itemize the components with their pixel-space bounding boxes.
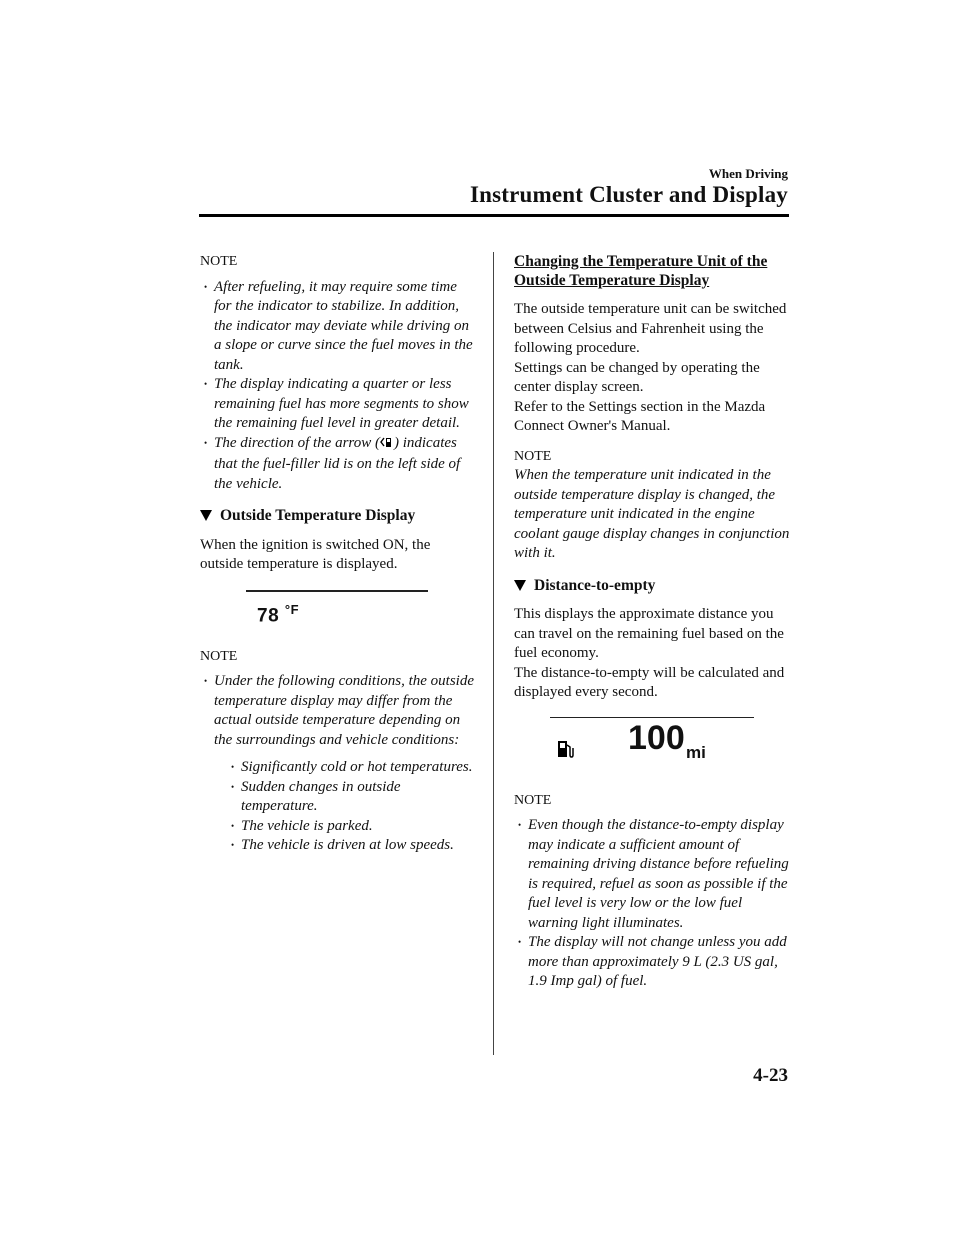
note-list [514, 816, 790, 992]
dte-text: The distance-to-empty will be calculated and displayed every second. [514, 664, 785, 700]
running-head: When Driving [708, 166, 788, 181]
sub-item: • The vehicle is driven at low speeds. [228, 836, 476, 856]
sub-item: • Sudden changes in outside temperature. [228, 778, 476, 817]
note-list [200, 278, 476, 495]
sub-list [228, 758, 476, 856]
temperature-display-figure [200, 587, 476, 639]
header-rule [199, 214, 789, 217]
left-column [200, 252, 476, 856]
sub-item: • The vehicle is parked. [228, 817, 476, 837]
dte-heading: Distance-to-empty [514, 576, 790, 596]
change-unit-text: Settings can be changed by operating the center display screen. [514, 359, 760, 395]
dte-unit: mi [686, 742, 706, 762]
outside-temp-text: When the ignition is switched ON, the outside temperature is displayed. [200, 536, 431, 572]
sub-item: • Significantly cold or hot temperatures. [228, 758, 476, 778]
dte-text: This displays the approximate distance you can travel on the remaining fuel based on the fuel economy. [514, 606, 784, 661]
note-item: • After refueling, it may require some time for the indicator to stabilize. In addition, the indicator may deviate while driving on a slope or curve since the fuel moves in the tank. [200, 278, 476, 376]
note-label: NOTE [514, 792, 552, 808]
note-label: NOTE [200, 648, 238, 664]
page-number: 4-23 [753, 1065, 788, 1086]
section-title: Instrument Cluster and Display [469, 182, 788, 207]
outside-temp-heading: Outside Temperature Display [200, 506, 476, 526]
note-text: The direction of the arrow ( [214, 434, 380, 451]
note-item: • The display indicating a quarter or less remaining fuel has more segments to show the remaining fuel level in greater detail. [200, 375, 476, 434]
note-item: • The display will not change unless you add more than approximately 9 L (2.3 US gal, 1.9 Imp gal) of fuel. [514, 933, 790, 992]
triangle-marker-icon [514, 580, 526, 591]
note-label: NOTE [514, 448, 552, 464]
note-item: • Under the following conditions, the outside temperature display may differ from the actual outside temperature depending on the surroundings and vehicle conditions: • Significantly cold or hot temperatures. • Sudden changes in outside temperature. • The vehicle is parked. • The vehicle is driven at low speeds. [200, 672, 476, 856]
fuel-pump-arrow-icon [380, 435, 394, 456]
note-item [200, 434, 476, 495]
change-unit-text: Refer to the Settings section in the Mazda Connect Owner's Manual. [514, 398, 766, 434]
dte-value: 100 [628, 718, 685, 757]
note-item: • Even though the distance-to-empty display may indicate a sufficient amount of remaining driving distance before refueling is required, refuel as soon as possible if the fuel level is very low or the low fuel warning light illuminates. [514, 816, 790, 933]
note-text: ) indicates that the fuel-filler lid is on the left side of the vehicle. [214, 434, 461, 492]
change-unit-text: The outside temperature unit can be switched between Celsius and Fahrenheit using the following procedure. [514, 301, 787, 356]
change-unit-heading: Changing the Temperature Unit of the Outside Temperature Display [514, 253, 768, 289]
distance-to-empty-figure [514, 717, 790, 787]
note-text: When the temperature unit indicated in the outside temperature display is changed, the temperature unit indicated in the engine coolant gauge display changes in conjunction with it. [514, 467, 790, 561]
display-rule [246, 590, 428, 592]
display-rule [550, 717, 754, 718]
temperature-readout: 78 $^{^\circ F}$ [257, 601, 300, 626]
triangle-marker-icon [200, 510, 212, 521]
column-divider [493, 252, 494, 1055]
fuel-pump-icon [556, 737, 574, 768]
right-column [514, 252, 790, 992]
note-list [200, 672, 476, 856]
note-label: NOTE [200, 254, 238, 269]
